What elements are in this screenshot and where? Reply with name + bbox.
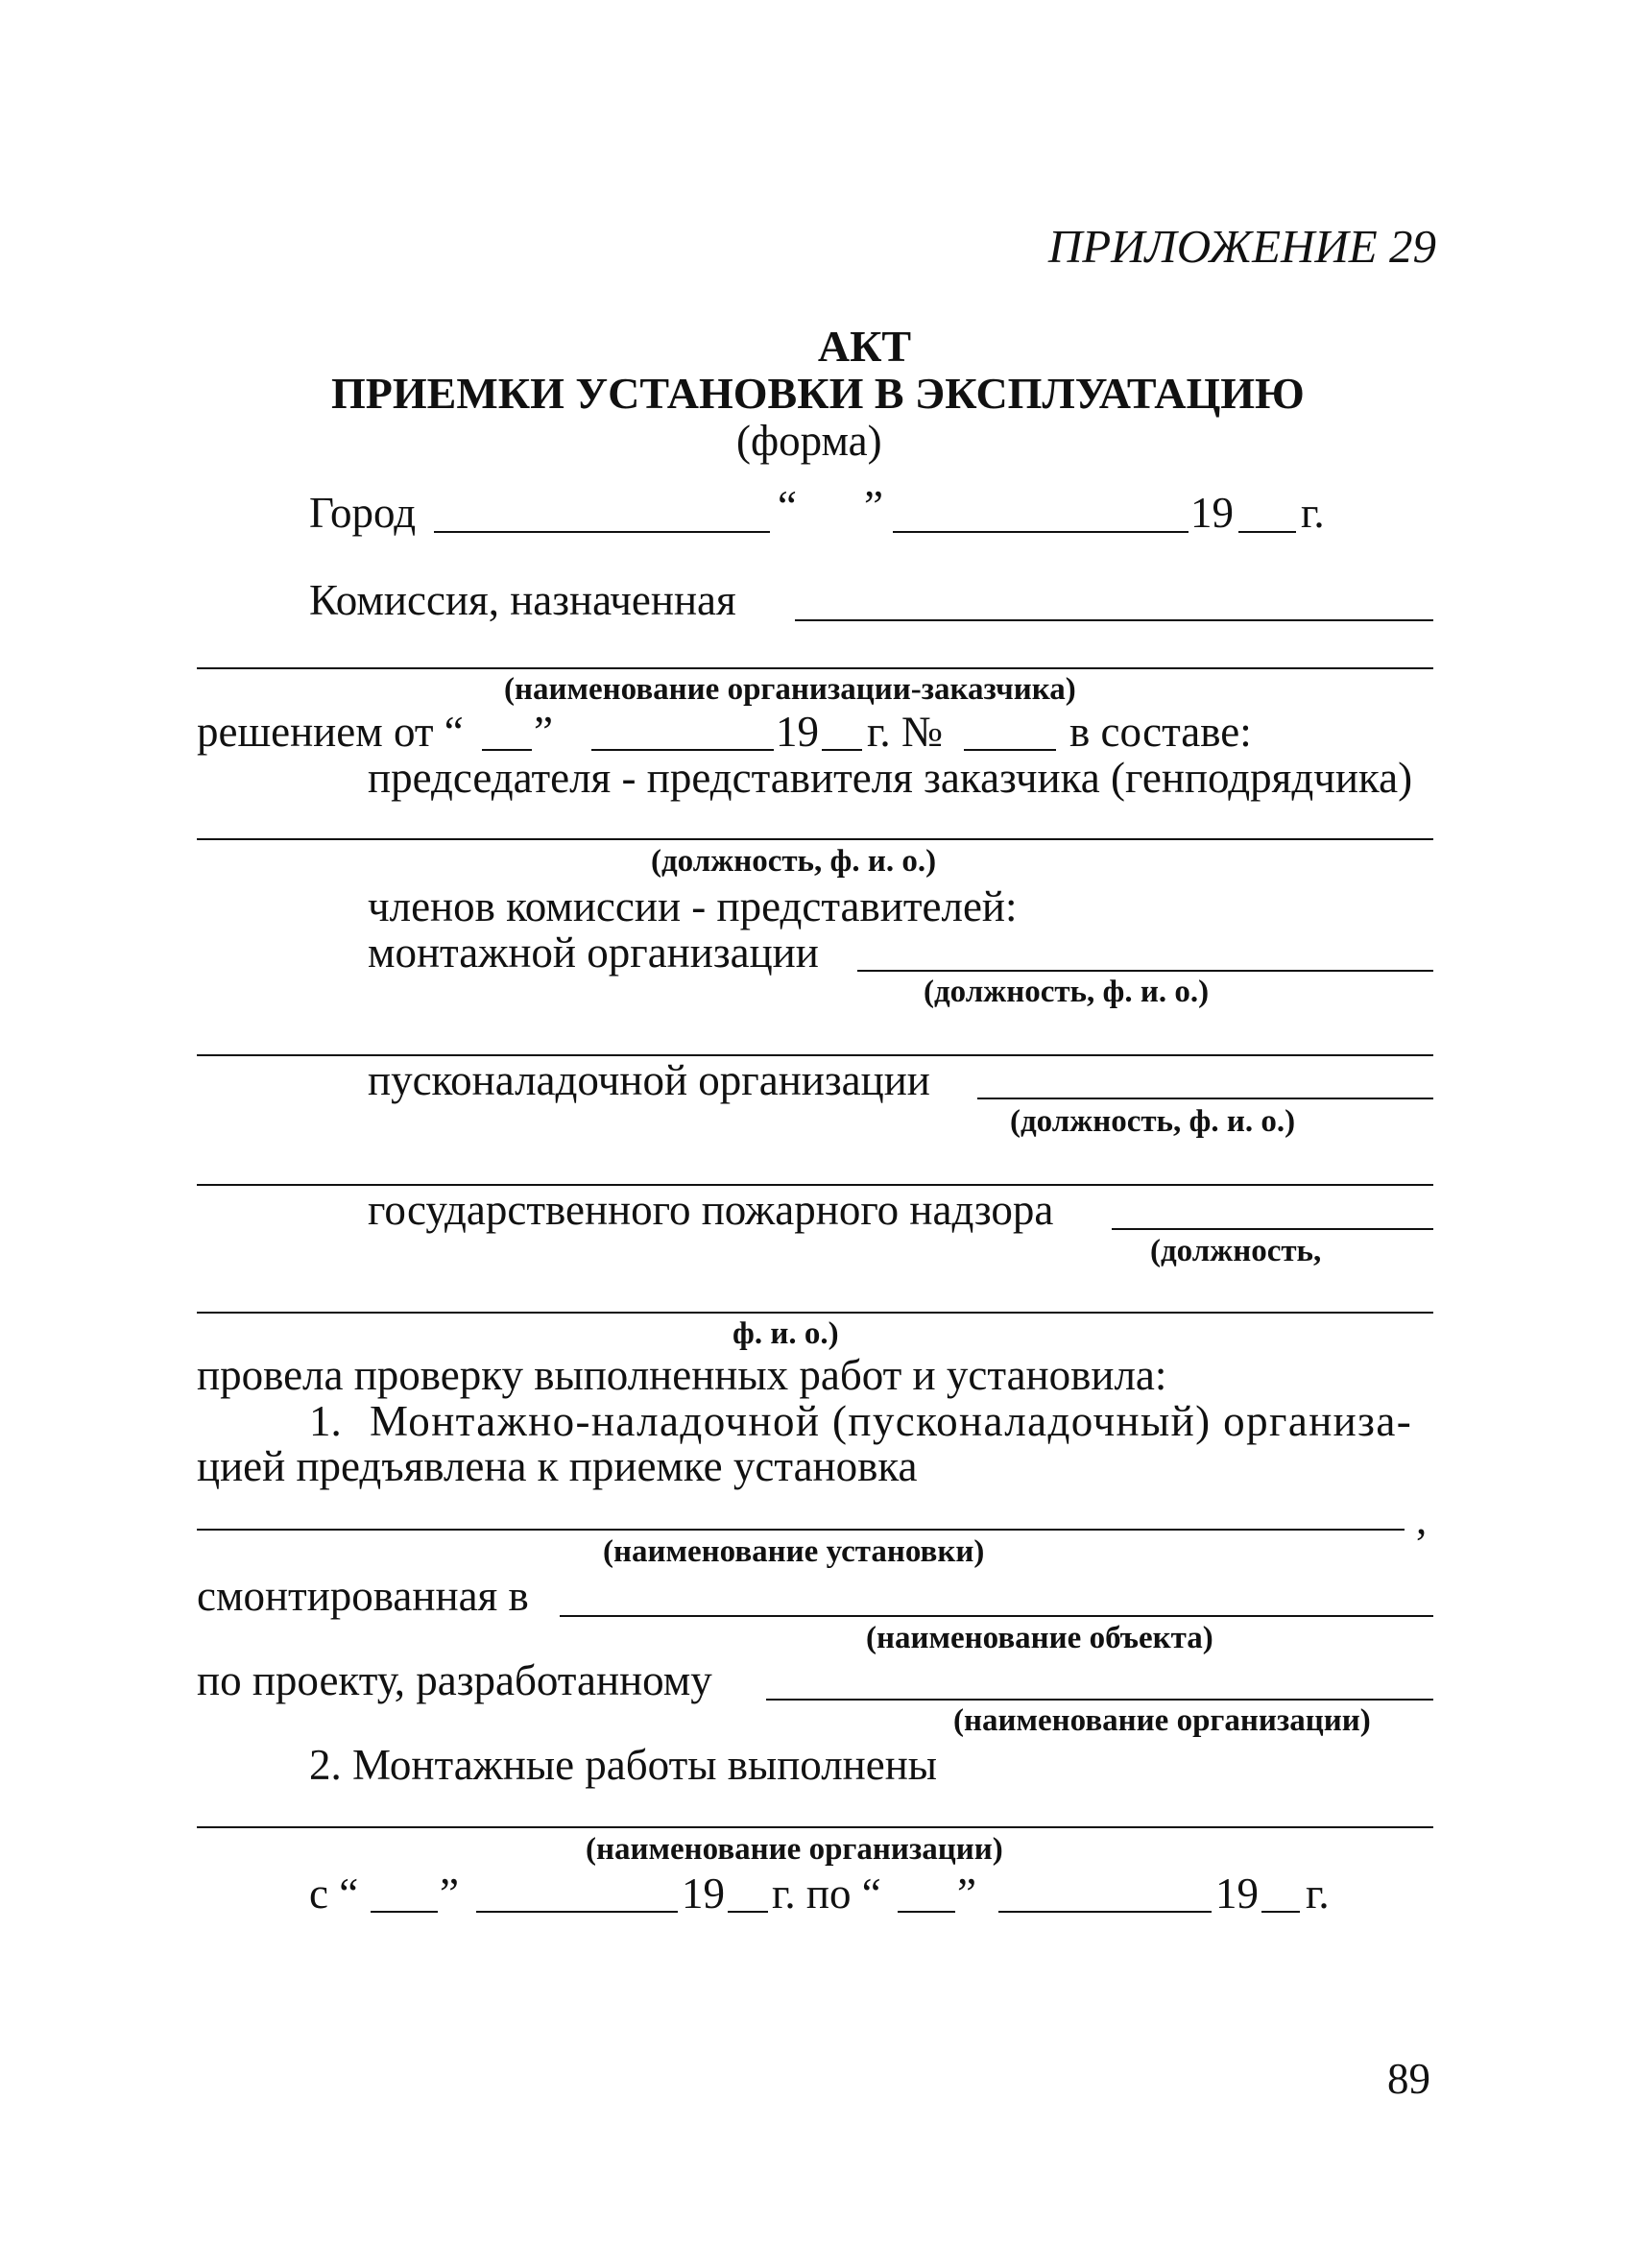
period-day1-blank (371, 1911, 438, 1913)
members-label: членов комиссии - представителей: (368, 882, 1018, 930)
decision-quote-close: ” (534, 708, 553, 756)
period-year-1: 19 (682, 1870, 725, 1918)
commission-blank (795, 619, 1433, 621)
city-blank (434, 531, 770, 533)
installer-blank (857, 970, 1433, 972)
commission-caption: (наименование организации-заказчика) (504, 672, 1076, 707)
period-year2-blank (1261, 1911, 1300, 1913)
object-caption: (наименование объекта) (866, 1621, 1213, 1655)
period-from: с “ (309, 1870, 359, 1918)
title-line2: ПРИЕМКИ УСТАНОВКИ В ЭКСПЛУАТАЦИЮ (331, 369, 1305, 418)
period-suffix: г. (1306, 1870, 1330, 1918)
item2-blank (197, 1826, 1433, 1828)
period-year1-blank (728, 1911, 768, 1913)
year-suffix: г. (1301, 489, 1325, 537)
installer-label: монтажной организации (368, 929, 819, 977)
chairman-blank (197, 838, 1433, 840)
decision-suffix: в составе: (1069, 708, 1252, 756)
decision-number: г. № (867, 708, 943, 756)
org-caption-2: (наименование организации) (586, 1832, 1003, 1867)
period-month2-blank (998, 1911, 1212, 1913)
title-form: (форма) (736, 417, 882, 465)
month-blank (893, 531, 1189, 533)
item1-line-2: цией предъявлена к приемке установка (197, 1442, 918, 1490)
city-label: Город (309, 489, 417, 537)
title-line1: АКТ (817, 322, 912, 371)
installer-caption: (должность, ф. и. о.) (924, 975, 1210, 1009)
period-quote-close-2: ” (957, 1870, 976, 1918)
install-caption: (наименование установки) (603, 1534, 985, 1569)
fire-blank-2 (197, 1312, 1433, 1314)
commissioning-label: пусконаладочной организации (368, 1056, 930, 1104)
period-year-2: 19 (1215, 1870, 1259, 1918)
quote-close: ” (864, 482, 883, 530)
project-blank (766, 1699, 1433, 1701)
commission-label: Комиссия, назначенная (309, 576, 736, 624)
chairman-label: председателя - представителя заказчика (генподрядчика) (368, 754, 1413, 802)
commissioning-blank (977, 1098, 1433, 1099)
item1-number: 1. (309, 1397, 342, 1445)
period-day2-blank (898, 1911, 955, 1913)
commission-blank-2 (197, 667, 1433, 669)
period-month1-blank (476, 1911, 678, 1913)
fire-label: государственного пожарного надзора (368, 1186, 1054, 1234)
decision-day-blank (482, 749, 532, 751)
decision-year-blank (822, 749, 862, 751)
item2-text: 2. Монтажные работы выполнены (309, 1741, 938, 1789)
page-number: 89 (1387, 2055, 1430, 2103)
item1-text: Монтажно-наладочной (пусконаладочный) организа- (370, 1397, 1413, 1445)
decision-year: 19 (776, 708, 819, 756)
decision-prefix: решением от “ (197, 708, 464, 756)
year-prefix: 19 (1190, 489, 1234, 537)
install-blank (197, 1529, 1405, 1531)
org-caption: (наименование организации) (953, 1703, 1371, 1738)
period-to: г. по “ (772, 1870, 881, 1918)
decision-month-blank (591, 749, 774, 751)
mounted-blank (560, 1615, 1433, 1617)
fire-blank (1112, 1228, 1433, 1230)
install-comma: , (1416, 1495, 1428, 1543)
year-blank (1238, 531, 1296, 533)
chairman-caption: (должность, ф. и. о.) (651, 844, 937, 879)
fire-caption-1: (должность, (1150, 1234, 1322, 1268)
quote-open: “ (778, 482, 797, 530)
period-quote-close-1: ” (440, 1870, 459, 1918)
appendix-label: ПРИЛОЖЕНИЕ 29 (1047, 220, 1436, 273)
commissioning-caption: (должность, ф. и. о.) (1010, 1104, 1296, 1139)
project-label: по проекту, разработанному (197, 1656, 712, 1704)
body-line-1: провела проверку выполненных работ и установила: (197, 1351, 1167, 1399)
mounted-label: смонтированная в (197, 1572, 529, 1620)
decision-number-blank (964, 749, 1056, 751)
fire-caption-2: ф. и. о.) (732, 1316, 839, 1351)
